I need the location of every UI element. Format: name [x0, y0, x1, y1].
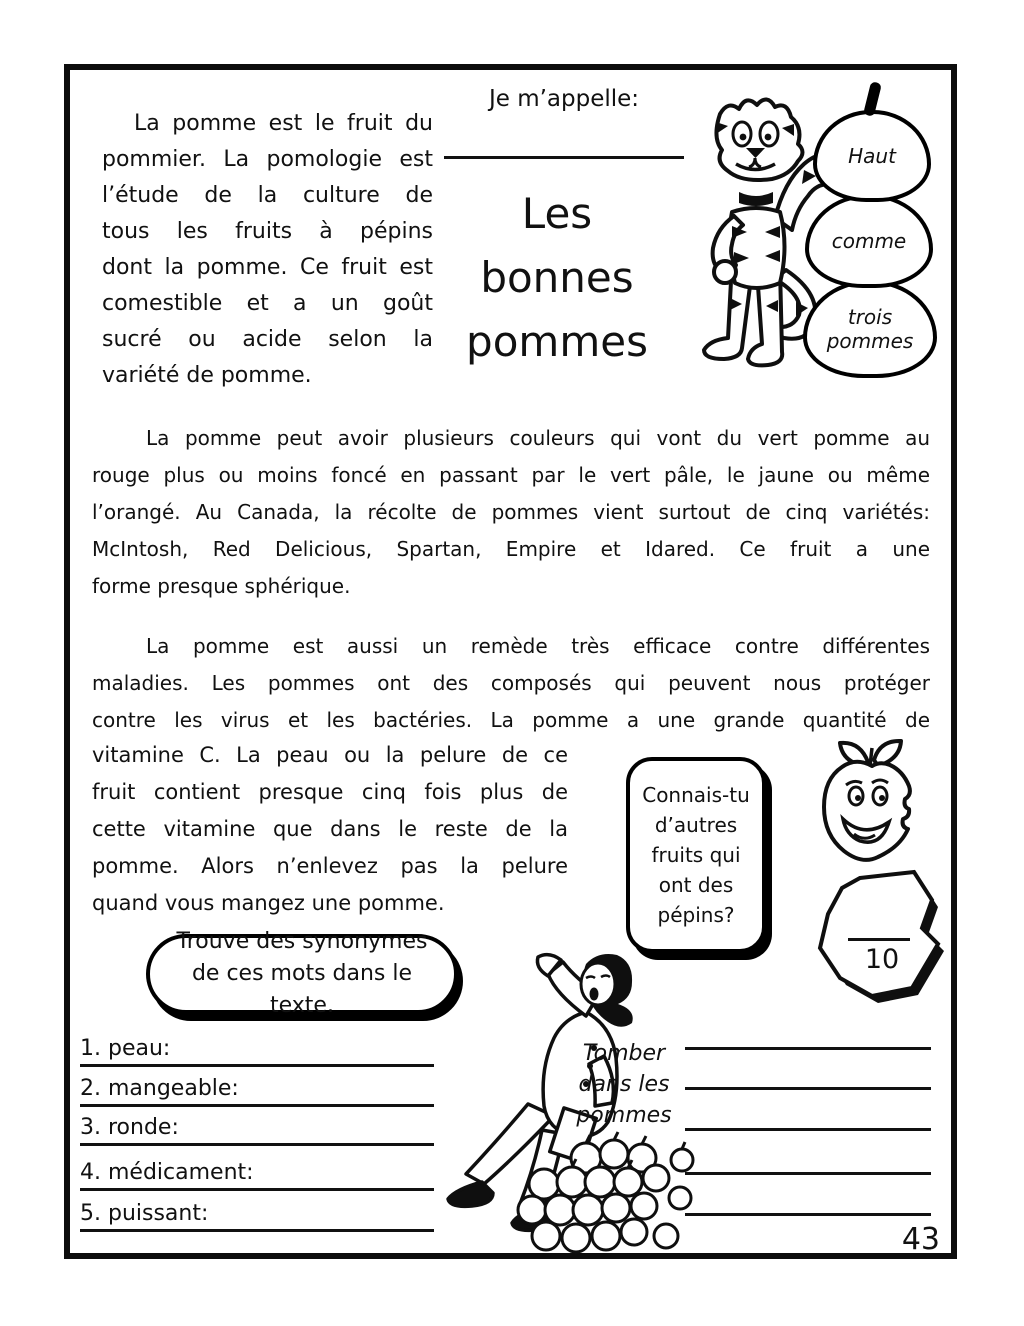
synonym-label: 2. mangeable: — [80, 1076, 239, 1101]
answer-line[interactable] — [685, 1172, 931, 1175]
synonym-row[interactable] — [80, 1110, 434, 1146]
paragraph-line: pomme. Alors n’enlevez pas la pelure — [92, 854, 568, 878]
title-line: bonnes — [480, 253, 634, 302]
paragraph-line: vitamine C. La peau ou la pelure de ce — [92, 743, 568, 767]
name-blank-line[interactable] — [444, 156, 684, 159]
synonym-row[interactable] — [80, 1031, 434, 1067]
question-text: Connais-tu d’autres fruits qui ont des pépins? — [642, 783, 750, 927]
title-line: pommes — [466, 317, 648, 366]
idiom-apple-middle — [805, 194, 933, 288]
remedy-paragraph-full — [92, 628, 930, 739]
paragraph-line: cette vitamine que dans le reste de la — [92, 817, 568, 841]
answer-line[interactable] — [685, 1213, 931, 1216]
idiom-word: trois pommes — [826, 305, 914, 353]
colors-paragraph — [92, 420, 930, 605]
paragraph-line: rouge plus ou moins foncé en passant par le vert pâle, le jaune ou même — [92, 463, 930, 487]
intro-paragraph — [102, 106, 433, 394]
idiom-apple-top — [813, 110, 931, 202]
synonym-row[interactable] — [80, 1155, 434, 1191]
paragraph-line: forme presque sphérique. — [92, 574, 351, 598]
paragraph-line: sucré ou acide selon la — [102, 327, 433, 352]
page-title — [437, 182, 677, 374]
paragraph-line: tous les fruits à pépins — [102, 219, 433, 244]
answer-line[interactable] — [685, 1087, 931, 1090]
answer-line[interactable] — [685, 1047, 931, 1050]
score-shape — [810, 866, 946, 1006]
paragraph-line: maladies. Les pommes ont des composés qui peuvent nous protéger — [92, 671, 930, 695]
paragraph-line: quand vous mangez une pomme. — [92, 891, 445, 915]
score-denominator: 10 — [864, 944, 900, 975]
paragraph-line: comestible et a un goût — [102, 291, 433, 316]
score-blank-line[interactable] — [848, 938, 910, 941]
bitten-apple-illustration — [816, 735, 928, 867]
paragraph-line: La pomme est le fruit du — [134, 111, 433, 136]
idiom-apple-stack — [803, 80, 941, 380]
paragraph-line: pommier. La pomologie est — [102, 147, 433, 172]
synonym-row[interactable] — [80, 1196, 434, 1232]
paragraph-line: fruit contient presque cinq fois plus de — [92, 780, 568, 804]
synonym-label: 1. peau: — [80, 1036, 171, 1061]
answer-line[interactable] — [685, 1128, 931, 1131]
paragraph-line: contre les virus et les bactéries. La pomme a une grande quantité de — [92, 708, 930, 732]
idiom-word: comme — [831, 229, 907, 253]
paragraph-line: l’étude de la culture de — [102, 183, 433, 208]
idiom-caption: Tomber dans les pommes — [576, 1041, 672, 1128]
synonym-label: 3. ronde: — [80, 1115, 179, 1140]
paragraph-line: McIntosh, Red Delicious, Spartan, Empire et Idared. Ce fruit a une — [92, 537, 930, 561]
task-bubble — [146, 929, 458, 1018]
title-line: Les — [521, 189, 593, 238]
synonym-row[interactable] — [80, 1071, 434, 1107]
task-text: Trouve des synonymes de ces mots dans le texte. — [176, 929, 428, 1018]
idiom-word: Haut — [848, 144, 896, 168]
page-number: 43 — [901, 1222, 940, 1257]
synonym-label: 4. médicament: — [80, 1160, 254, 1185]
name-label: Je m’appelle: — [488, 86, 640, 112]
remedy-paragraph-narrow — [92, 737, 568, 922]
synonym-label: 5. puissant: — [80, 1201, 209, 1226]
paragraph-line: La pomme est aussi un remède très efficace contre différentes — [146, 634, 930, 658]
paragraph-line: l’orangé. Au Canada, la récolte de pommes vient surtout de cinq variétés: — [92, 500, 930, 524]
paragraph-line: dont la pomme. Ce fruit est — [102, 255, 433, 280]
question-box — [626, 757, 766, 953]
paragraph-line: variété de pomme. — [102, 363, 312, 388]
paragraph-line: La pomme peut avoir plusieurs couleurs qui vont du vert pomme au — [146, 426, 930, 450]
idiom-apple-bottom — [803, 280, 937, 378]
